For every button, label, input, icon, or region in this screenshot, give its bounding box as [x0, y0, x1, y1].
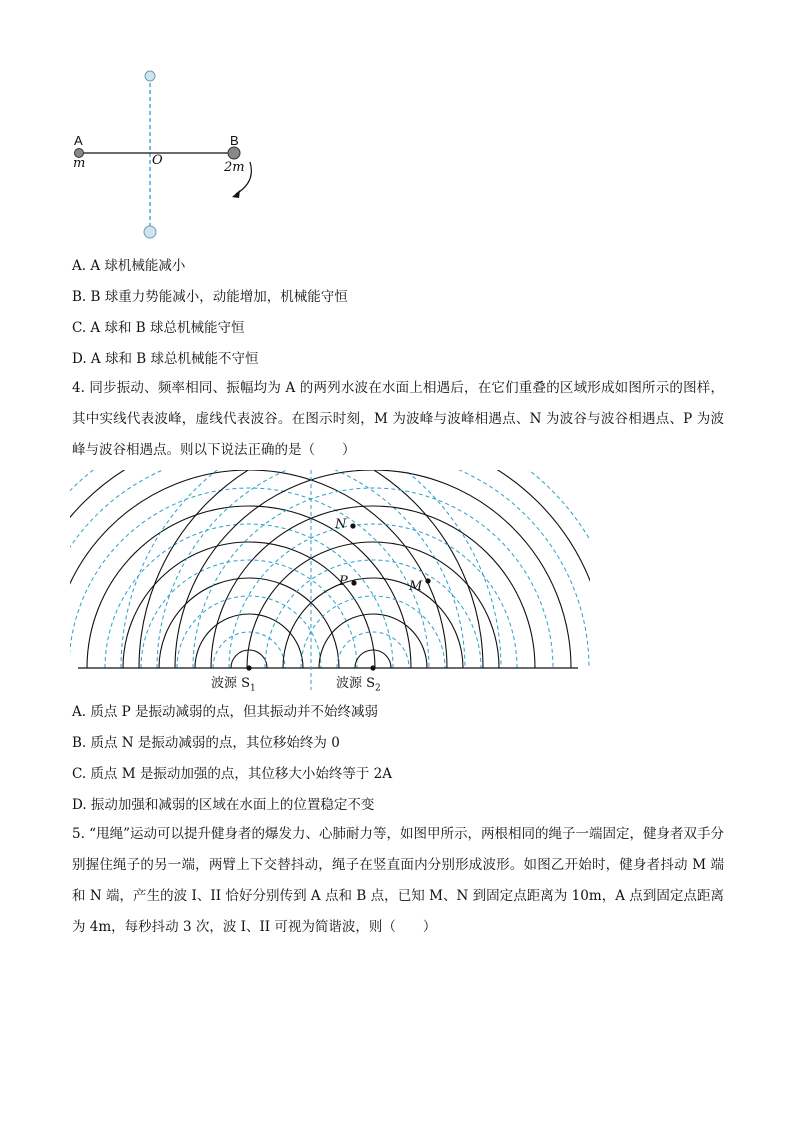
q3-option-c: C. A 球和 B 球总机械能守恒 — [72, 320, 245, 336]
q3-option-b: B. B 球重力势能减小，动能增加，机械能守恒 — [72, 289, 348, 305]
mass-A: m — [73, 156, 86, 171]
top-ball — [145, 71, 155, 81]
point-M-dot — [425, 578, 430, 583]
point-M-label: M — [409, 579, 423, 594]
source2-dot — [370, 665, 375, 670]
point-P-dot — [351, 580, 356, 585]
q3-option-a: A. A 球机械能减小 — [72, 258, 186, 274]
interference-figure — [70, 470, 590, 690]
trough-ring — [70, 470, 465, 668]
ball-B — [228, 147, 240, 159]
q5-stem: 5. “甩绳”运动可以提升健身者的爆发力、心肺耐力等，如图甲所示，两根相同的绳子一端固定，健身者双手分别握住绳子的另一端，两臂上下交替抖动，绳子在竖直面内分别形成波形。如图乙开始时，健身者抖动 M 端和 N 端，产生的波 I、II 恰好分别传到 A 点和 B 点，已知 M、N 到固定点距离为 10m，A 点到固定点距离为 4m，每秒抖动 3 次，波 I、II 可视为简谐波，则（ ） — [72, 826, 724, 935]
trough-ring — [121, 470, 590, 668]
q3-option-d: D. A 球和 B 球总机械能不守恒 — [72, 351, 259, 367]
point-P-label: P — [339, 574, 348, 589]
crest-ring — [355, 650, 391, 668]
source2-label: 波源 $S_2$ — [336, 676, 381, 694]
trough-ring — [157, 470, 589, 668]
crest-ring — [175, 470, 571, 668]
q4-option-b: B. 质点 N 是振动减弱的点，其位移始终为 0 — [72, 735, 340, 751]
q4-option-d: D. 振动加强和减弱的区域在水面上的位置稳定不变 — [72, 797, 375, 813]
source1-label: 波源 $S_1$ — [211, 676, 256, 694]
label-O: O — [152, 153, 163, 168]
rod-figure — [60, 62, 320, 242]
crest-ring — [231, 650, 267, 668]
trough-ring — [70, 470, 501, 668]
point-N-dot — [350, 523, 355, 528]
crest-ring — [139, 470, 590, 668]
label-A: A — [74, 133, 83, 148]
crest-ring — [159, 578, 339, 668]
bottom-ball — [144, 226, 156, 238]
q4-option-c: C. 质点 M 是振动加强的点，其位移大小始终等于 2A — [72, 766, 392, 782]
crest-ring — [283, 578, 463, 668]
q4-option-a: A. 质点 P 是振动减弱的点，但其振动并不始终减弱 — [72, 704, 378, 720]
label-B: B — [230, 133, 239, 148]
source1-dot — [246, 665, 251, 670]
point-N-label: N — [335, 517, 347, 532]
mass-B: 2m — [224, 160, 245, 175]
q4-stem: 4. 同步振动、频率相同、振幅均为 A 的两列水波在水面上相遇后，在它们重叠的区域形成如图所示的图样，其中实线代表波峰，虚线代表波谷。在图示时刻，M 为波峰与波峰相遇点、N 为波谷与波谷相遇点、P 为波峰与波谷相遇点。则以下说法正确的是（ ） — [72, 380, 724, 458]
